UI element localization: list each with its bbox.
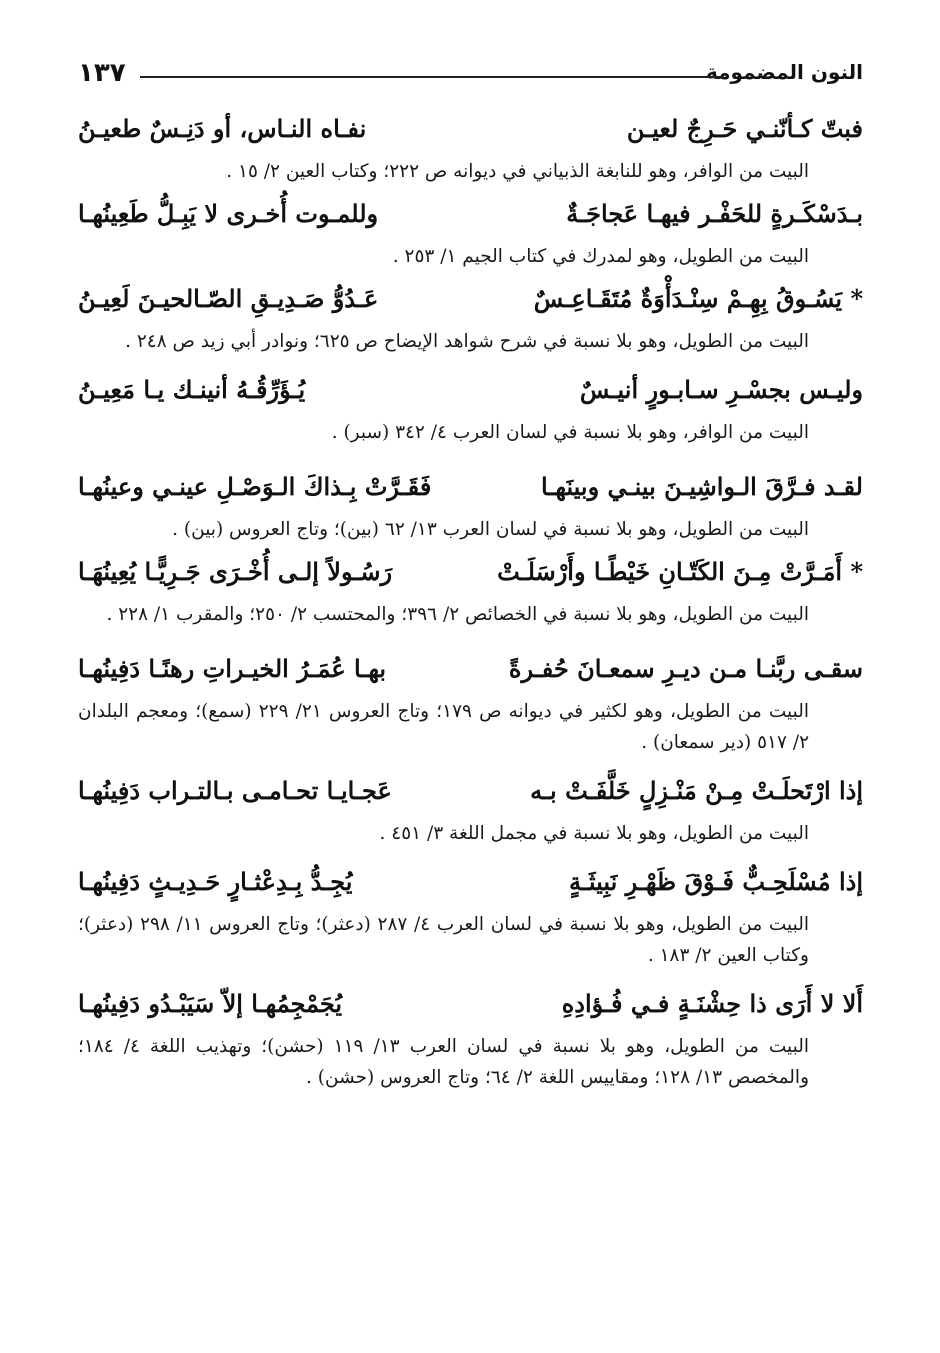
verse-citation: البيت من الطويل، وهو لمدرك في كتاب الجيم ١/ ٢٥٣ . [392,246,809,267]
verse-line [78,102,863,156]
first-hemistich: وليـس بجسْـرِ سـابـورٍ أنيـسٌ [579,375,863,404]
first-hemistich: * يَسُـوقُ بِهِـمْ سِنْـدَأْوَةٌ مُتَقَـاعِـسٌ [533,284,863,313]
verse-citation: البيت من الوافر، وهو بلا نسبة في لسان العرب ٤/ ٣٤٢ (سبر) . [331,422,809,443]
second-hemistich: يُـؤَرِّقُـهُ أنينـك يـا مَعِيـنُ [78,375,306,404]
verse-citation: البيت من الطويل، وهو بلا نسبة في شرح شواهد الإيضاح ص ٦٢٥؛ ونوادر أبي زيد ص ٢٤٨ . [125,331,809,352]
verse-entry [78,545,863,630]
first-hemistich: لقـد فـرَّقَ الـواشِيـنَ بينـي وبينَهـا [541,472,863,501]
verse-citation: البيت من الوافر، وهو للنابغة الذبياني في ديوانه ص ٢٢٢؛ وكتاب العين ٢/ ١٥ . [226,161,809,182]
verse-entry [78,977,863,1093]
first-hemistich: إذا ارْتَحلَـتْ مِـنْ مَنْـزِلٍ خَلَّفَـتْ بـه [530,776,863,805]
second-hemistich: فَقَـرَّتْ بِـذاكَ الـوَصْـلِ عينـي وعينُهـا [78,472,432,501]
first-hemistich: بـدَسْكَـرةٍ للحَفْـر فيهـا عَجاجَـةٌ [566,199,863,228]
verse-entry [78,102,863,187]
verse-citation: البيت من الطويل، وهو بلا نسبة في مجمل اللغة ٣/ ٤٥١ . [379,823,809,844]
second-hemistich: يُجِـدُّ بِـدِعْثـارٍ حَـدِيـثٍ دَفِينُهـا [78,867,353,896]
verse-line [78,187,863,241]
verse-line [78,545,863,599]
page-number: ١٣٧ [78,58,126,88]
verse-line [78,855,863,909]
verse-entry [78,460,863,545]
verse-citation: البيت من الطويل، وهو لكثير في ديوانه ص ١٧٩؛ وتاج العروس ٢١/ ٢٢٩ (سمع)؛ ومعجم البلدان ٢/ ٥١٧ (دير سمعان) . [78,701,809,753]
chapter-title: النون المضمومة [705,60,863,84]
first-hemistich: * أَمَـرَّتْ مِـنَ الكَتّـانِ خَيْطًـا وأَرْسَلَـتْ [497,557,863,586]
first-hemistich: فبتّ كـأنّنـي حَـرِجٌ لعيـن [626,114,863,143]
second-hemistich: نفـاه النـاس، أو دَنِـسٌ طعيـنُ [78,114,367,143]
second-hemistich: بهـا عُمَـرُ الخيـراتِ رهنًـا دَفِينُهـا [78,654,387,683]
first-hemistich: سقـى ربَّنـا مـن ديـرِ سمعـانَ حُفـرةً [508,654,863,683]
verse-entry [78,855,863,971]
verse-line [78,363,863,417]
second-hemistich: عَجـايـا تحـامـى بـالتـراب دَفِينُهـا [78,776,392,805]
second-hemistich: وللمـوت أُخـرى لا يَبِـلُّ طَعِينُهـا [78,199,379,228]
verse-entries [78,102,863,1093]
first-hemistich: أَلا لا أَرَى ذا حِشْنَـةٍ فـي فُـؤادِهِ [561,989,863,1018]
verse-line [78,977,863,1031]
running-header [78,58,863,92]
verse-entry [78,764,863,849]
second-hemistich: يُجَمْجِمُهـا إلاّ سَيَبْـدُو دَفِينُهـا [78,989,343,1018]
verse-entry [78,187,863,272]
second-hemistich: رَسُـولاً إلـى أُخْـرَى جَـرِيًّـا يُعِينُهَـا [78,557,393,586]
verse-citation: البيت من الطويل، وهو بلا نسبة في لسان العرب ١٣/ ١١٩ (حشن)؛ وتهذيب اللغة ٤/ ١٨٤؛ والمخصص ١٣/ ١٢٨؛ ومقاييس اللغة ٢/ ٦٤؛ وتاج العروس (حشن) . [78,1036,809,1088]
verse-entry [78,642,863,758]
verse-line [78,764,863,818]
first-hemistich: إذا مُسْلَحِـبٌّ فَـوْقَ ظَهْـرِ نَبِيثَـةٍ [568,867,863,896]
verse-line [78,460,863,514]
second-hemistich: عَـدُوُّ صَـدِيـقِ الصّـالحيـنَ لَعِيـنُ [78,284,379,313]
verse-entry [78,363,863,448]
verse-citation: البيت من الطويل، وهو بلا نسبة في لسان العرب ٤/ ٢٨٧ (دعثر)؛ وتاج العروس ١١/ ٢٩٨ (دعثر)؛ وكتاب العين ٢/ ١٨٣ . [78,914,809,966]
verse-line [78,642,863,696]
verse-citation: البيت من الطويل، وهو بلا نسبة في لسان العرب ١٣/ ٦٢ (بين)؛ وتاج العروس (بين) . [172,519,809,540]
verse-line [78,272,863,326]
verse-citation: البيت من الطويل، وهو بلا نسبة في الخصائص ٢/ ٣٩٦؛ والمحتسب ٢/ ٢٥٠؛ والمقرب ١/ ٢٢٨ . [106,604,809,625]
verse-entry [78,272,863,357]
header-rule [140,76,723,78]
